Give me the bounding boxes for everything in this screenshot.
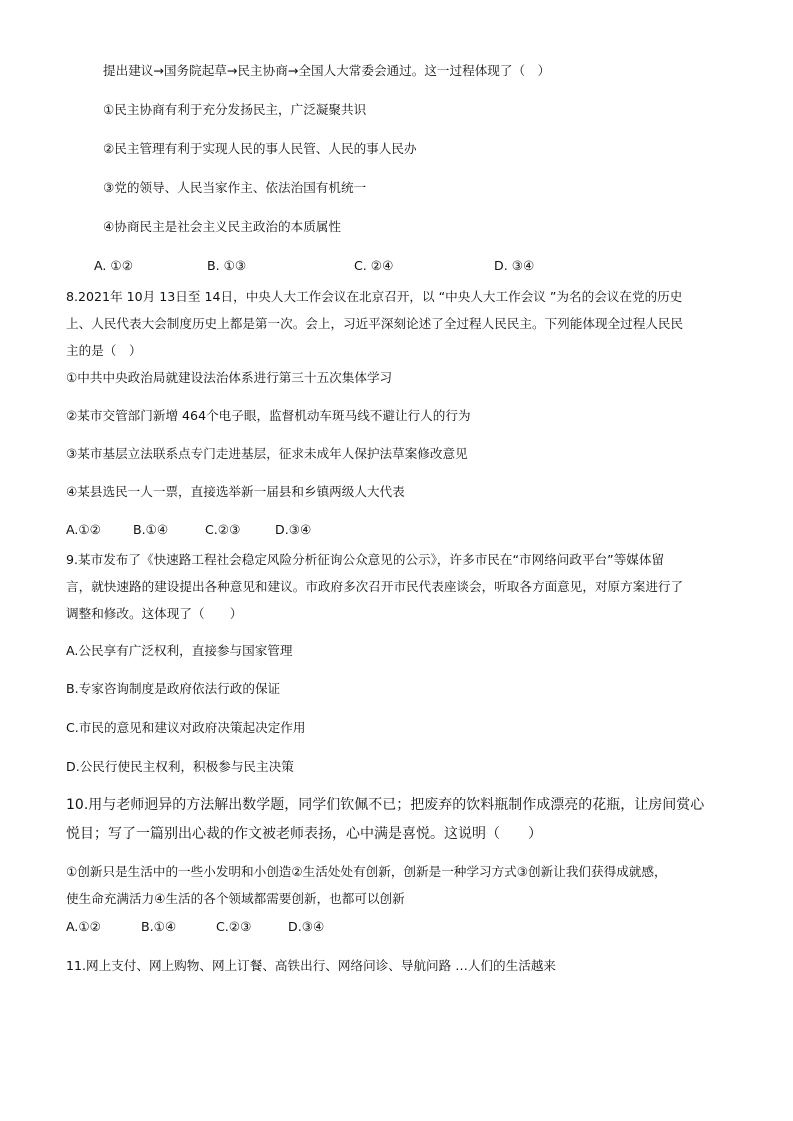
q7-option-c: C. ②④ bbox=[354, 258, 394, 273]
q7-item-1: ①民主协商有利于充分发扬民主，广泛凝聚共识 bbox=[103, 102, 367, 117]
q9-option-d: D.公民行使民主权利，积极参与民主决策 bbox=[66, 759, 294, 774]
q7-item-3: ③党的领导、人民当家作主、依法治国有机统一 bbox=[103, 180, 367, 195]
q8-options bbox=[0, 522, 793, 538]
q8-item-1: ①中共中央政治局就建设法治体系进行第三十五次集体学习 bbox=[66, 370, 393, 385]
q8-item-2: ②某市交管部门新增 464个电子眼，监督机动车斑马线不避让行人的行为 bbox=[66, 408, 471, 423]
q11-stem: 11.网上支付、网上购物、网上订餐、高铁出行、网络问诊、导航问路 …人们的生活越来 bbox=[66, 958, 557, 973]
q7-option-a: A. ①② bbox=[94, 258, 133, 273]
q9-option-b: B.专家咨询制度是政府依法行政的保证 bbox=[66, 681, 281, 696]
q10-item-line-2: 使生命充满活力④生活的各个领域都需要创新，也都可以创新 bbox=[66, 891, 405, 906]
q10-stem-line-2: 悦目；写了一篇别出心裁的作文被老师表扬，心中满是喜悦。这说明（ ） bbox=[66, 826, 542, 842]
q7-item-2: ②民主管理有利于实现人民的事人民管、人民的事人民办 bbox=[103, 141, 417, 156]
q10-option-b: B.①④ bbox=[141, 919, 177, 934]
q10-stem-line-1: 10.用与老师迥异的方法解出数学题，同学们钦佩不已；把废弃的饮料瓶制作成漂亮的花瓶，让房间赏心 bbox=[66, 797, 705, 813]
q8-stem-line-2: 上、人民代表大会制度历史上都是第一次。会上，习近平深刻论述了全过程人民民主。下列能体现全过程人民民 bbox=[66, 316, 684, 331]
q8-stem-line-1: 8.2021年 10月 13日至 14日，中央人大工作会议在北京召开，以 “中央人大工作会议 ”为名的会议在党的历史 bbox=[66, 289, 683, 304]
q7-stem: 提出建议→国务院起草→民主协商→全国人大常委会通过。这一过程体现了（ ） bbox=[103, 63, 551, 78]
q7-option-d: D. ③④ bbox=[494, 258, 535, 273]
q7-item-4: ④协商民主是社会主义民主政治的本质属性 bbox=[103, 219, 341, 234]
q8-stem-line-3: 主的是（ ） bbox=[66, 343, 142, 358]
q9-stem-line-3: 调整和修改。这体现了（ ） bbox=[66, 606, 243, 621]
q7-option-b: B. ①③ bbox=[207, 258, 247, 273]
q10-option-c: C.②③ bbox=[216, 919, 252, 934]
q10-options bbox=[0, 919, 793, 935]
q10-option-a: A.①② bbox=[66, 919, 101, 934]
q8-item-4: ④某县选民一人一票，直接选举新一届县和乡镇两级人大代表 bbox=[66, 484, 405, 499]
q9-stem-line-2: 言，就快速路的建设提出各种意见和建议。市政府多次召开市民代表座谈会，听取各方面意见，对原方案进行了 bbox=[66, 579, 684, 594]
q7-options bbox=[0, 258, 793, 274]
q8-option-b: B.①④ bbox=[133, 522, 169, 537]
q9-option-c: C.市民的意见和建议对政府决策起决定作用 bbox=[66, 720, 306, 735]
q8-option-a: A.①② bbox=[66, 522, 101, 537]
q10-item-line-1: ①创新只是生活中的一些小发明和小创造②生活处处有创新，创新是一种学习方式③创新让我们获得成就感， bbox=[66, 864, 667, 879]
q8-option-d: D.③④ bbox=[275, 522, 312, 537]
q9-option-a: A.公民享有广泛权利，直接参与国家管理 bbox=[66, 643, 293, 658]
q8-option-c: C.②③ bbox=[205, 522, 241, 537]
q8-item-3: ③某市基层立法联系点专门走进基层，征求未成年人保护法草案修改意见 bbox=[66, 446, 468, 461]
q10-option-d: D.③④ bbox=[288, 919, 325, 934]
q9-stem-line-1: 9.某市发布了《快速路工程社会稳定风险分析征询公众意见的公示》，许多市民在“市网络问政平台”等媒体留 bbox=[66, 552, 665, 567]
